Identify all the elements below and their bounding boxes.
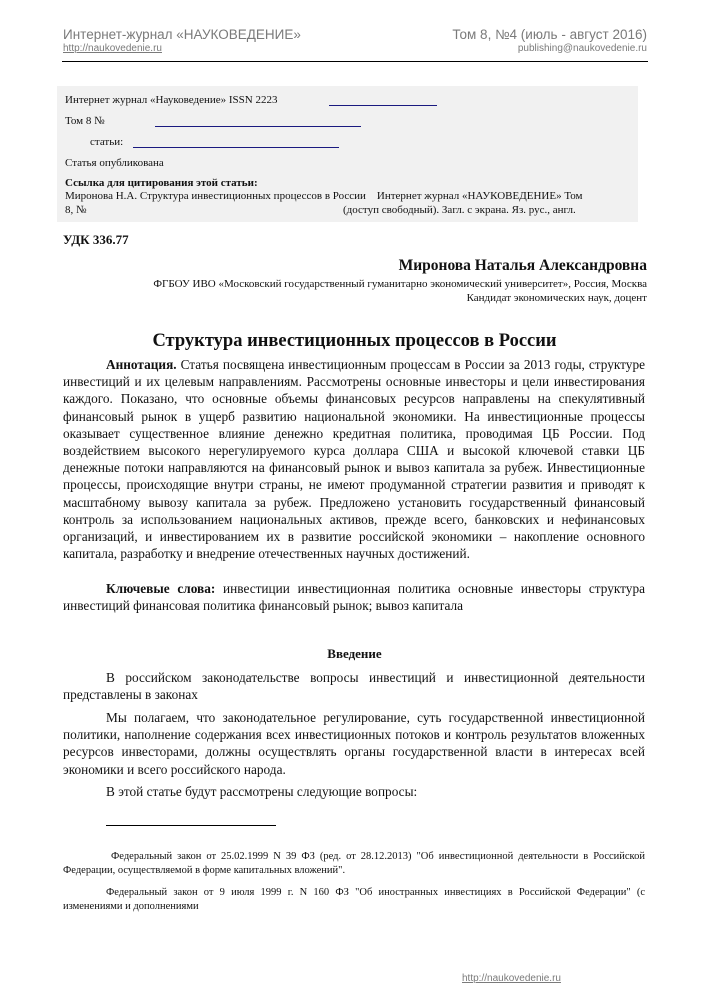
abstract-paragraph bbox=[63, 356, 645, 562]
author-name: Миронова Наталья Александровна bbox=[398, 257, 647, 274]
abstract-label: Аннотация. bbox=[106, 357, 177, 372]
article-title: Структура инвестиционных процессов в России bbox=[152, 331, 557, 351]
page-header-left bbox=[63, 27, 301, 55]
intro-paragraph-2 bbox=[63, 709, 645, 778]
journal-name: Интернет-журнал «НАУКОВЕДЕНИЕ» bbox=[63, 27, 301, 42]
blank-field-line bbox=[329, 105, 437, 106]
journal-email: publishing@naukovedenie.ru bbox=[517, 43, 647, 54]
intro-p1-text: В российском законодательстве вопросы инвестиций и инвестиционной деятельности представлены в законах bbox=[63, 670, 645, 703]
section-heading-introduction: Введение bbox=[327, 646, 382, 661]
publication-info-box bbox=[57, 86, 638, 222]
page-header-right bbox=[452, 27, 647, 55]
udk-code: УДК 336.77 bbox=[63, 232, 129, 247]
published-line: Статья опубликована bbox=[65, 157, 164, 169]
footer-url-link[interactable]: http://naukovedenie.ru bbox=[462, 973, 561, 984]
intro-p3-text: В этой статье будут рассмотрены следующие вопросы: bbox=[106, 784, 418, 799]
footnote-2 bbox=[63, 886, 645, 914]
blank-field-line bbox=[155, 126, 361, 127]
affiliation: ФГБОУ ИВО «Московский государственный гуманитарно экономический университет», Россия, Москва bbox=[153, 278, 647, 290]
citation-label: Ссылка для цитирования этой статьи: bbox=[65, 177, 258, 189]
intro-p2-text: Мы полагаем, что законодательное регулирование, суть государственной инвестиционной политики, наполнение содержания всех инвестиционных потоков и контроль результатов вложенных ресурсов инвесторами, должны осуществлять органы государственной власти в интересах всей экономики и всего российского народа. bbox=[63, 710, 645, 777]
author-affiliation bbox=[153, 277, 647, 305]
keywords-paragraph bbox=[63, 580, 645, 614]
citation-text: Миронова Н.А. Структура инвестиционных процессов в России Интернет журнал «НАУКОВЕДЕНИЕ» Том bbox=[65, 190, 583, 202]
keywords-text: инвестиции инвестиционная политика основные инвесторы структура инвестиций финансовая политика финансовый рынок; вывоз капитала bbox=[63, 581, 645, 614]
keywords-label: Ключевые слова: bbox=[106, 581, 216, 596]
abstract-text: Статья посвящена инвестиционным процессам в России за 2013 годы, структуре инвестиций и их целевым направлениям. Рассмотрены основные инвесторы и цели инвестирования каждого. Показано, что основные объемы финансовых ресурсов направлены на спекулятивный финансовый рынок в ущерб развитию национальной экономики. На инвестиционные процессы оказывает существенное влияние денежно кредитная политика, проводимая ЦБ России. Под воздействием высокого нерегулируемого курса доллара США и высокой ключевой ставки ЦБ денежные потоки направляются на финансовый рынок и вывоз капитала за рубеж. Инвестиционные процессы, происходящие внутри страны, не имеют продуманной стратегии развития и приводят к масштабному вывозу капитала за рубеж. Предложено установить государственный финансовый контроль за использованием национальных активов, прежде всего, банковских и нефинансовых организаций, и инвестированием их в развитие российской экономики – накопление основного капитала, разработку и внедрение отечественных научных достижений. bbox=[63, 357, 645, 562]
blank-field-line bbox=[133, 147, 339, 148]
intro-paragraph-3 bbox=[63, 783, 645, 800]
issue-info: Том 8, №4 (июль - август 2016) bbox=[452, 27, 647, 42]
issn-line: Интернет журнал «Науковедение» ISSN 2223 bbox=[65, 94, 278, 106]
journal-url-link[interactable]: http://naukovedenie.ru bbox=[63, 43, 162, 54]
footnote-1 bbox=[63, 850, 645, 878]
volume-line: Том 8 № bbox=[65, 115, 105, 127]
footnote-separator bbox=[106, 825, 276, 826]
footnote-2-text: Федеральный закон от 9 июля 1999 г. N 160 ФЗ "Об иностранных инвестициях в Российской Федерации" (с изменениями и дополнениями bbox=[63, 887, 645, 912]
header-divider bbox=[62, 61, 648, 62]
intro-paragraph-1 bbox=[63, 669, 645, 703]
article-line: статьи: bbox=[90, 136, 124, 148]
academic-degree: Кандидат экономических наук, доцент bbox=[466, 292, 647, 304]
citation-text-2b: (доступ свободный). Загл. с экрана. Яз. рус., англ. bbox=[343, 204, 576, 216]
citation-text-2a: 8, № bbox=[65, 204, 87, 216]
footnote-1-text: Федеральный закон от 25.02.1999 N 39 ФЗ (ред. от 28.12.2013) "Об инвестиционной деятельности в Российской Федерации, осуществляемой в форме капитальных вложений". bbox=[63, 851, 645, 876]
